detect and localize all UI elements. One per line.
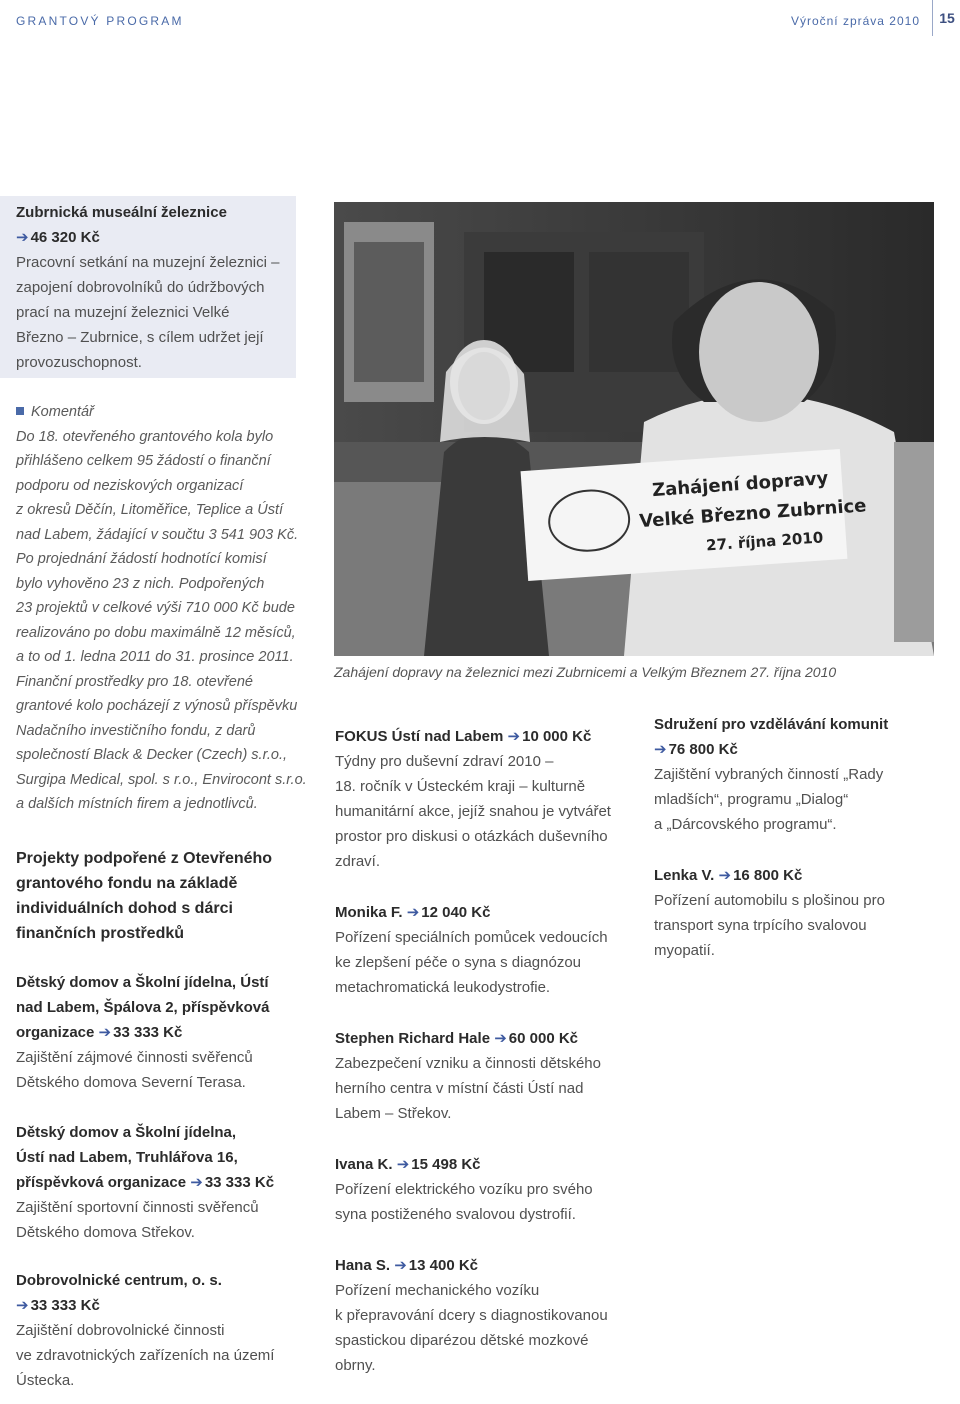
box-title: Zubrnická museální železnice [16,204,227,221]
box-line: zapojení dobrovolníků do údržbových [16,279,265,296]
entry-amount: 10 000 Kč [522,728,592,745]
entry-title: Dětský domov a Školní jídelna, Ústí [16,974,269,991]
left-entry [16,1268,316,1393]
entry-desc: Pořízení speciálních pomůcek vedoucích [335,929,608,946]
entry-desc: Labem – Střekov. [335,1105,452,1122]
right-column [654,712,954,989]
arrow-right-icon: ➔ [507,728,521,745]
arrow-right-icon: ➔ [494,1030,507,1047]
comment-line: přihlášeno celkem 95 žádostí o finanční [16,453,271,469]
entry-title: Dobrovolnické centrum, o. s. [16,1272,222,1289]
comment-line: bylo vyhověno 23 z nich. Podpořených [16,575,265,592]
entry-name: Lenka V. ➔ 16 800 Kč [654,867,803,884]
entry-title: nad Labem, Špálova 2, příspěvková [16,999,270,1016]
sign-text: Zahájení dopravy [651,467,829,502]
highlight-box [0,196,296,378]
grant-entry [335,1026,635,1126]
heading-line: Projekty podpořené z Otevřeného [16,850,273,867]
box-amount: ➔ 46 320 Kč [16,229,100,246]
entry-desc: Zajištění sportovní činnosti svěřenců [16,1199,259,1216]
page-number: 15 [932,0,960,36]
arrow-right-icon: ➔ [394,1257,407,1274]
comment-line: a to od 1. ledna 2011 do 31. prosince 2011. [16,649,294,665]
arrow-right-icon: ➔ [654,741,667,758]
sign-text: 27. října 2010 [705,528,824,555]
entry-desc: a „Dárcovského programu“. [654,816,837,833]
box-line: Pracovní setkání na muzejní železnici – [16,254,280,271]
entry-desc: Pořízení elektrického vozíku pro svého [335,1181,593,1198]
entry-desc: humanitární akce, jejíž snahou je vytvářet [335,803,611,820]
entry-amount: 60 000 Kč [508,1030,579,1047]
arrow-right-icon: ➔ [16,229,29,246]
left-entry [16,1120,316,1245]
entry-name: Ivana K. ➔ 15 498 Kč [335,1156,481,1173]
entry-desc: Zabezpečení vzniku a činnosti dětského [335,1055,601,1072]
section-heading [16,846,316,946]
entry-desc: Pořízení automobilu s plošinou pro [654,892,885,909]
sign-text: Velké Březno Zubrnice [638,495,868,533]
entry-amount: 16 800 Kč [733,867,803,884]
entry-name: Stephen Richard Hale ➔ 60 000 Kč [335,1030,579,1047]
comment-line: nad Labem, žádající v součtu 3 541 903 Kč. [16,526,299,543]
square-bullet-icon [16,407,24,415]
entry-desc: ve zdravotnických zařízeních na území [16,1347,275,1364]
entry-amount: 33 333 Kč [204,1174,275,1191]
entry-desc: Zajištění dobrovolnické činnosti [16,1322,225,1339]
left-entry [16,970,316,1095]
entry-amount: 76 800 Kč [668,741,738,758]
entry-desc: metachromatická leukodystrofie. [335,979,551,996]
entry-amount: 15 498 Kč [411,1156,481,1173]
comment-line: grantové kolo pocházejí z výnosů příspěvku [16,698,298,714]
comment-label: Komentář [16,400,316,425]
entry-desc: Ústecka. [16,1372,75,1389]
running-header-section: GRANTOVÝ PROGRAM [16,14,184,28]
entry-desc: k přepravování dcery s diagnostikovanou [335,1307,608,1324]
entry-desc: mladších“, programu „Dialog“ [654,791,849,808]
arrow-right-icon: ➔ [718,867,732,884]
heading-line: grantového fondu na základě [16,875,238,892]
box-line: Březno – Zubrnice, s cílem udržet její [16,329,264,346]
entry-amount: 12 040 Kč [421,904,491,921]
entry-desc: Dětského domova Severní Terasa. [16,1074,246,1091]
entry-title: organizace ➔ 33 333 Kč [16,1024,183,1041]
entry-desc: Zajištění zájmové činnosti svěřenců [16,1049,253,1066]
entry-desc: herního centra v místní části Ústí nad [335,1080,584,1097]
entry-amount-line [654,737,954,762]
entry-desc: transport syna trpícího svalovou [654,917,867,934]
grant-entry [654,863,954,963]
comment-line: podporu od neziskových organizací [16,477,244,494]
comment-line: Surgipa Medical, spol. s r.o., Envirocont s.r.o. [16,771,307,788]
grant-entry [654,712,954,837]
comment-line: Po projednání žádostí hodnotící komisí [16,551,267,567]
entry-desc: syna postiženého svalovou dystrofií. [335,1206,576,1223]
grant-entry [335,1253,635,1378]
grant-entry [335,900,635,1000]
heading-line: individuálních dohod s dárci [16,900,233,917]
entry-amount-line [16,1293,316,1318]
entry-desc: prostor pro diskusi o otázkách duševního [335,828,608,845]
box-line: prací na muzejní železnici Velké [16,304,230,321]
entry-amount: 13 400 Kč [408,1257,479,1274]
arrow-right-icon: ➔ [396,1156,410,1173]
entry-desc: myopatií. [654,942,715,959]
entry-name: FOKUS Ústí nad Labem ➔ 10 000 Kč [335,728,592,745]
entry-desc: Týdny pro duševní zdraví 2010 – [335,753,554,770]
comment-line: z okresů Děčín, Litoměřice, Teplice a Ústí [16,502,284,518]
comment-line: a dalších místních firem a jednotlivců. [16,796,258,812]
entry-desc: zdraví. [335,853,381,870]
arrow-right-icon: ➔ [190,1174,203,1191]
arrow-right-icon: ➔ [98,1024,112,1041]
entry-desc: ke zlepšení péče o syna s diagnózou [335,954,581,971]
entry-title: příspěvková organizace ➔ 33 333 Kč [16,1174,275,1191]
grant-entry [335,724,635,874]
comment-line: společností Black & Decker (Czech) s.r.o., [16,747,288,763]
entry-title: Dětský domov a Školní jídelna, [16,1124,237,1141]
middle-column [335,724,635,1404]
entry-amount: 33 333 Kč [30,1297,100,1314]
arrow-right-icon: ➔ [16,1297,29,1314]
comment-line: 23 projektů v celkové výši 710 000 Kč bude [16,600,295,616]
event-photo [334,202,934,656]
entry-name: Monika F. ➔ 12 040 Kč [335,904,491,921]
left-column [16,400,316,817]
running-header-title: Výroční zpráva 2010 [790,14,920,28]
entry-name: Sdružení pro vzdělávání komunit [654,716,889,733]
entry-title: Ústí nad Labem, Truhlářova 16, [16,1149,238,1166]
photo-caption: Zahájení dopravy na železnici mezi Zubrnicemi a Velkým Březnem 27. října 2010 [334,664,837,680]
arrow-right-icon: ➔ [406,904,420,921]
heading-line: finančních prostředků [16,925,185,942]
photo-illustration [334,202,934,656]
entry-desc: obrny. [335,1357,376,1374]
comment-line: Finanční prostředky pro 18. otevřené [16,673,253,690]
entry-desc: 18. ročník v Ústeckém kraji – kulturně [335,778,586,795]
grant-entry [335,1152,635,1227]
entry-amount: 33 333 Kč [113,1024,183,1041]
box-line: provozuschopnost. [16,354,142,371]
comment-line: Nadačního investičního fondu, z darů [16,722,256,739]
entry-desc: Pořízení mechanického vozíku [335,1282,540,1299]
comment-line: Do 18. otevřeného grantového kola bylo [16,428,274,445]
entry-desc: spastickou diparézou dětské mozkové [335,1332,589,1349]
comment-line: realizováno po dobu maximálně 12 měsíců, [16,624,296,641]
entry-desc: Zajištění vybraných činností „Rady [654,766,884,783]
entry-name: Hana S. ➔ 13 400 Kč [335,1257,479,1274]
entry-desc: Dětského domova Střekov. [16,1224,195,1241]
